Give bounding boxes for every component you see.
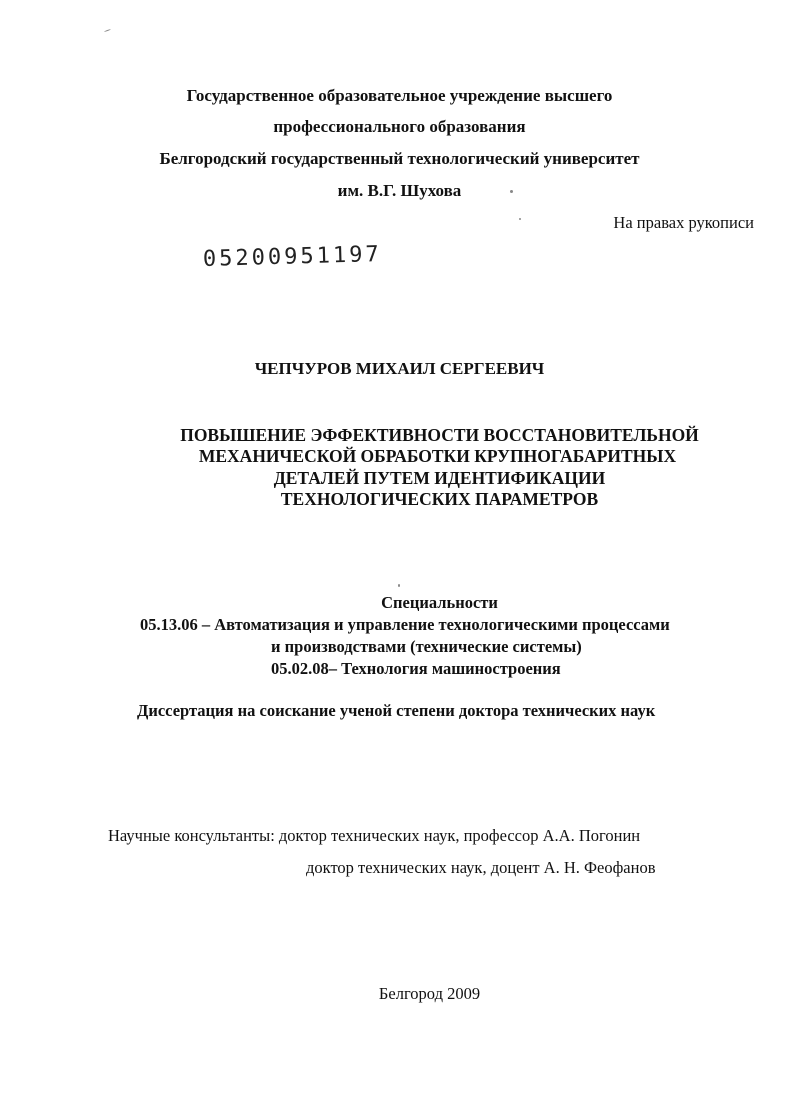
specialties-heading: Специальности <box>381 593 498 612</box>
author-name: ЧЕПЧУРОВ МИХАИЛ СЕРГЕЕВИЧ <box>254 359 545 378</box>
manuscript-number: 05200951197 <box>202 242 382 272</box>
title-line-4: ТЕХНОЛОГИЧЕСКИХ ПАРАМЕТРОВ <box>280 489 599 509</box>
specialty-line-1: 05.13.06 – Автоматизация и управление технологическими процессами <box>140 615 670 634</box>
institution-line-3: Белгородский государственный технологический университет <box>159 149 640 168</box>
city-year: Белгород 2009 <box>378 984 481 1003</box>
institution-line-1: Государственное образовательное учреждение высшего <box>186 86 613 105</box>
title-line-3: ДЕТАЛЕЙ ПУТЕМ ИДЕНТИФИКАЦИИ <box>273 468 606 488</box>
institution-line-2: профессионального образования <box>273 117 526 136</box>
institution-line-4: им. В.Г. Шухова <box>337 181 462 200</box>
scan-speck <box>398 584 400 587</box>
specialty-line-2: и производствами (технические системы) <box>271 637 582 656</box>
consultants-line-1: Научные консультанты: доктор технических наук, профессор А.А. Погонин <box>108 826 641 845</box>
title-line-1: ПОВЫШЕНИЕ ЭФФЕКТИВНОСТИ ВОССТАНОВИТЕЛЬНОЙ <box>180 425 699 445</box>
scan-speck <box>519 218 521 220</box>
specialty-line-3: 05.02.08– Технология машиностроения <box>271 659 561 678</box>
title-line-2: МЕХАНИЧЕСКОЙ ОБРАБОТКИ КРУПНОГАБАРИТНЫХ <box>198 446 677 466</box>
rights-note: На правах рукописи <box>613 213 754 232</box>
scan-speck <box>104 29 111 32</box>
dissertation-degree: Диссертация на соискание ученой степени доктора технических наук <box>137 701 656 720</box>
consultants-line-2: доктор технических наук, доцент А. Н. Феофанов <box>306 858 656 877</box>
